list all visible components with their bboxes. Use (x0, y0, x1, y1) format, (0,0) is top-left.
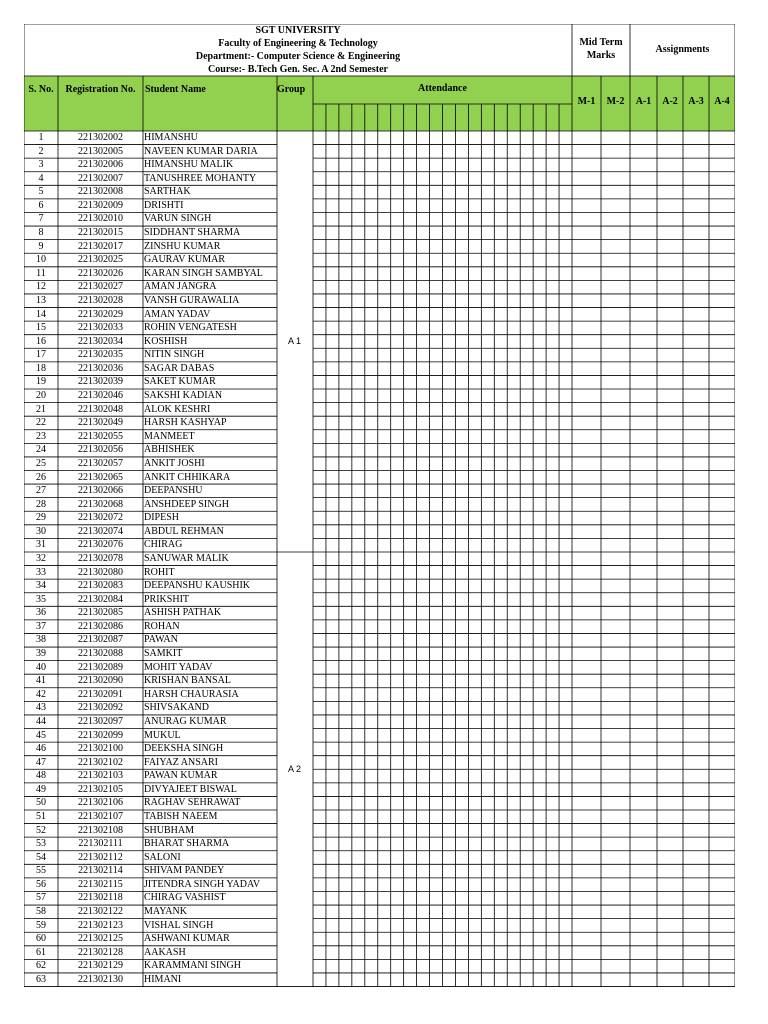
serial-number: 12 (36, 281, 46, 293)
serial-number: 34 (36, 580, 46, 592)
registration-number: 221302111 (78, 838, 123, 850)
registration-number: 221302009 (78, 199, 123, 211)
serial-number: 52 (36, 824, 46, 836)
col-group: Group (277, 84, 306, 95)
assignments-label: Assignments (655, 44, 710, 55)
serial-number: 7 (38, 213, 44, 225)
serial-number: 36 (36, 607, 46, 619)
serial-number: 11 (36, 267, 46, 279)
registration-number: 221302055 (78, 430, 123, 442)
col-a1: A-1 (635, 96, 652, 107)
registration-number: 221302108 (78, 824, 123, 836)
student-name: SHIVSAKAND (144, 702, 210, 714)
serial-number: 37 (36, 620, 46, 632)
university-title: SGT UNIVERSITY (255, 25, 341, 36)
student-name: PAWAN (144, 634, 178, 646)
serial-number: 3 (38, 159, 44, 171)
serial-number: 30 (36, 525, 46, 537)
student-name: VANSH GURAWALIA (144, 294, 240, 306)
registration-number: 221302017 (78, 240, 123, 252)
student-name: BHARAT SHARMA (144, 838, 230, 850)
serial-number: 44 (36, 715, 46, 727)
registration-number: 221302010 (78, 213, 123, 225)
serial-number: 19 (36, 376, 46, 388)
registration-number: 221302097 (78, 715, 123, 727)
registration-number: 221302078 (78, 552, 123, 564)
student-name: SHIVAM PANDEY (144, 865, 225, 877)
registration-number: 221302002 (78, 132, 123, 143)
serial-number: 49 (36, 783, 46, 795)
student-name: HARSH KASHYAP (144, 417, 227, 429)
student-name: GAURAV KUMAR (144, 254, 226, 266)
serial-number: 32 (36, 552, 46, 564)
serial-number: 62 (36, 960, 46, 972)
serial-number: 39 (36, 648, 46, 660)
serial-number: 18 (36, 362, 46, 374)
student-name: SAKSHI KADIAN (144, 390, 223, 402)
registration-number: 221302088 (78, 648, 123, 660)
serial-number: 46 (36, 743, 46, 755)
student-name: ASHWANI KUMAR (144, 933, 230, 945)
serial-number: 53 (36, 838, 46, 850)
student-name: DIPESH (144, 512, 180, 524)
student-name: CHIRAG VASHIST (144, 892, 226, 904)
serial-number: 38 (36, 634, 46, 646)
student-name: HIMANI (144, 973, 182, 985)
student-name: SANUWAR MALIK (144, 552, 229, 564)
student-name: DEEPANSHU KAUSHIK (144, 580, 251, 592)
col-registration: Registration No. (65, 84, 136, 95)
serial-number: 25 (36, 457, 46, 469)
serial-number: 9 (38, 240, 44, 252)
student-name: ROHIT (144, 566, 175, 578)
student-name: KARAN SINGH SAMBYAL (144, 267, 263, 279)
registration-number: 221302090 (78, 675, 123, 687)
student-name: KRISHAN BANSAL (144, 675, 231, 687)
serial-number: 42 (36, 688, 46, 700)
serial-number: 55 (36, 865, 46, 877)
student-name: ASHISH PATHAK (144, 607, 222, 619)
registration-number: 221302083 (78, 580, 123, 592)
registration-number: 221302006 (78, 159, 123, 171)
registration-number: 221302092 (78, 702, 123, 714)
student-name: ABDUL REHMAN (144, 525, 224, 537)
registration-number: 221302066 (78, 485, 123, 497)
student-name: AMAN YADAV (144, 308, 211, 320)
registration-number: 221302102 (78, 756, 123, 768)
serial-number: 26 (36, 471, 46, 483)
student-name: KARAMMANI SINGH (144, 960, 241, 972)
student-name: DIVYAJEET BISWAL (144, 783, 237, 795)
student-name: SALONI (144, 851, 181, 863)
col-a2: A-2 (662, 96, 678, 107)
student-name: SAKET KUMAR (144, 376, 216, 388)
registration-number: 221302057 (78, 457, 123, 469)
serial-number: 61 (36, 946, 46, 958)
registration-number: 221302039 (78, 376, 123, 388)
serial-number: 45 (36, 729, 46, 741)
registration-number: 221302106 (78, 797, 123, 809)
registration-number: 221302035 (78, 349, 123, 361)
serial-number: 14 (36, 308, 46, 320)
registration-number: 221302005 (78, 145, 123, 157)
serial-number: 13 (36, 294, 46, 306)
student-name: AMAN JANGRA (144, 281, 217, 293)
serial-number: 60 (36, 933, 46, 945)
student-name: ANKIT CHHIKARA (144, 471, 231, 483)
student-name: AAKASH (144, 946, 186, 958)
registration-number: 221302046 (78, 390, 123, 402)
serial-number: 41 (36, 675, 46, 687)
registration-number: 221302034 (78, 335, 123, 347)
col-sno: S. No. (28, 84, 54, 95)
student-name: ALOK KESHRI (144, 403, 211, 415)
registration-number: 221302122 (78, 906, 123, 918)
serial-number: 2 (38, 145, 44, 157)
registration-number: 221302015 (78, 227, 123, 239)
registration-number: 221302028 (78, 294, 123, 306)
registration-number: 221302072 (78, 512, 123, 524)
serial-number: 40 (36, 661, 46, 673)
serial-number: 6 (38, 199, 44, 211)
registration-number: 221302036 (78, 362, 123, 374)
registration-number: 221302080 (78, 566, 123, 578)
serial-number: 57 (36, 892, 46, 904)
student-name: SAMKIT (144, 648, 183, 660)
col-a4: A-4 (714, 96, 730, 107)
student-name: ANURAG KUMAR (144, 715, 227, 727)
student-name: ANSHDEEP SINGH (144, 498, 229, 510)
registration-number: 221302065 (78, 471, 123, 483)
attendance-sheet (24, 24, 735, 988)
col-m2: M-2 (606, 96, 625, 107)
serial-number: 48 (36, 770, 46, 782)
mid-term-label: Mid Term (579, 37, 623, 48)
student-name: PAWAN KUMAR (144, 770, 218, 782)
student-name: ZINSHU KUMAR (144, 240, 221, 252)
serial-number: 63 (36, 973, 46, 985)
col-attendance: Attendance (418, 83, 467, 94)
student-name: CHIRAG (144, 539, 183, 551)
serial-number: 59 (36, 919, 46, 931)
group-a2-label: A 2 (288, 764, 302, 774)
student-name: ROHAN (144, 620, 180, 632)
student-name: KOSHISH (144, 335, 188, 347)
student-name: DRISHTI (144, 199, 184, 211)
serial-number: 5 (38, 186, 44, 198)
serial-number: 17 (36, 349, 46, 361)
registration-number: 221302114 (78, 865, 123, 877)
student-name: RAGHAV SEHRAWAT (144, 797, 241, 809)
registration-number: 221302100 (78, 743, 123, 755)
registration-number: 221302025 (78, 254, 123, 266)
student-name: SHUBHAM (144, 824, 195, 836)
registration-number: 221302103 (78, 770, 123, 782)
serial-number: 4 (38, 172, 44, 184)
registration-number: 221302112 (78, 851, 123, 863)
registration-number: 221302076 (78, 539, 123, 551)
student-name: TABISH NAEEM (144, 811, 218, 822)
registration-number: 221302008 (78, 186, 123, 198)
registration-number: 221302087 (78, 634, 123, 646)
student-name: NAVEEN KUMAR DARIA (144, 145, 258, 157)
registration-number: 221302128 (78, 946, 123, 958)
registration-number: 221302086 (78, 620, 123, 632)
course-title: Course:- B.Tech Gen. Sec. A 2nd Semester (208, 64, 388, 75)
student-name: ROHIN VENGATESH (144, 322, 237, 334)
serial-number: 24 (36, 444, 46, 456)
faculty-title: Faculty of Engineering & Technology (218, 38, 378, 49)
serial-number: 15 (36, 322, 46, 334)
student-name: SARTHAK (144, 186, 191, 198)
student-name: HARSH CHAURASIA (144, 688, 239, 700)
serial-number: 51 (36, 811, 46, 822)
col-m1: M-1 (577, 96, 596, 107)
serial-number: 27 (36, 485, 46, 497)
registration-number: 221302115 (78, 878, 123, 890)
student-name: VARUN SINGH (144, 213, 212, 225)
serial-number: 31 (36, 539, 46, 551)
serial-number: 1 (38, 132, 44, 143)
serial-number: 21 (36, 403, 46, 415)
registration-number: 221302130 (78, 973, 123, 985)
student-name: SIDDHANT SHARMA (144, 227, 241, 239)
serial-number: 29 (36, 512, 46, 524)
student-name: MUKUL (144, 729, 181, 741)
student-name: JITENDRA SINGH YADAV (144, 878, 261, 890)
serial-number: 33 (36, 566, 46, 578)
registration-number: 221302026 (78, 267, 123, 279)
registration-number: 221302091 (78, 688, 123, 700)
serial-number: 56 (36, 878, 46, 890)
registration-number: 221302056 (78, 444, 123, 456)
serial-number: 47 (36, 756, 46, 768)
registration-number: 221302033 (78, 322, 123, 334)
serial-number: 43 (36, 702, 46, 714)
serial-number: 8 (38, 227, 44, 239)
serial-number: 58 (36, 906, 46, 918)
student-name: HIMANSHU MALIK (144, 159, 234, 171)
registration-number: 221302129 (78, 960, 123, 972)
registration-number: 221302123 (78, 919, 123, 931)
student-name: ABHISHEK (144, 444, 195, 456)
serial-number: 28 (36, 498, 46, 510)
serial-number: 10 (36, 254, 46, 266)
department-title: Department:- Computer Science & Engineering (195, 51, 401, 62)
registration-number: 221302125 (78, 933, 123, 945)
mid-term-marks-label: Marks (586, 50, 616, 61)
col-student-name: Student Name (145, 84, 206, 95)
serial-number: 23 (36, 430, 46, 442)
registration-number: 221302118 (78, 892, 123, 904)
col-a3: A-3 (688, 96, 704, 107)
student-name: HIMANSHU (144, 132, 198, 143)
student-name: PRIKSHIT (144, 593, 190, 605)
registration-number: 221302027 (78, 281, 123, 293)
registration-number: 221302084 (78, 593, 123, 605)
student-name: NITIN SINGH (144, 349, 205, 361)
registration-number: 221302105 (78, 783, 123, 795)
student-name: MANMEET (144, 430, 195, 442)
registration-number: 221302085 (78, 607, 123, 619)
serial-number: 54 (36, 851, 46, 863)
student-name: ANKIT JOSHI (144, 457, 205, 469)
registration-number: 221302048 (78, 403, 123, 415)
serial-number: 16 (36, 335, 46, 347)
registration-number: 221302089 (78, 661, 123, 673)
student-name: DEEPANSHU (144, 485, 203, 497)
serial-number: 35 (36, 593, 46, 605)
registration-number: 221302049 (78, 417, 123, 429)
serial-number: 20 (36, 390, 46, 402)
group-a1-label: A 1 (288, 336, 302, 346)
registration-number: 221302107 (78, 811, 123, 822)
student-name: TANUSHREE MOHANTY (144, 172, 257, 184)
registration-number: 221302074 (78, 525, 123, 537)
registration-number: 221302099 (78, 729, 123, 741)
student-name: MAYANK (144, 906, 187, 918)
student-name: VISHAL SINGH (144, 919, 214, 931)
student-name: MOHIT YADAV (144, 661, 213, 673)
registration-number: 221302068 (78, 498, 123, 510)
student-name: FAIYAZ ANSARI (144, 756, 218, 768)
serial-number: 50 (36, 797, 46, 809)
registration-number: 221302007 (78, 172, 123, 184)
serial-number: 22 (36, 417, 46, 429)
student-name: SAGAR DABAS (144, 362, 215, 374)
registration-number: 221302029 (78, 308, 123, 320)
student-name: DEEKSHA SINGH (144, 743, 224, 755)
